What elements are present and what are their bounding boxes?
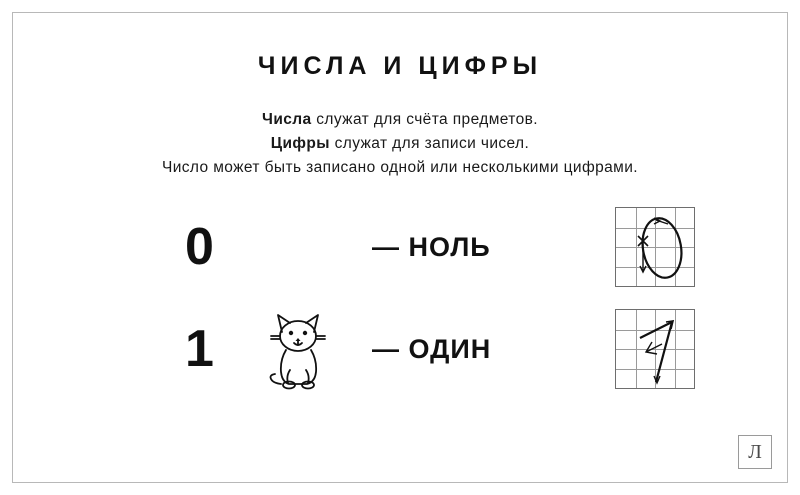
word-zero: НОЛЬ	[408, 231, 491, 262]
number-row-zero	[90, 196, 710, 298]
number-rows	[90, 196, 710, 400]
grid-cell-one	[600, 309, 710, 389]
intro-line-1-rest: служат для счёта предметов.	[311, 111, 538, 128]
intro-line-1	[0, 108, 800, 132]
handwriting-grid-one-icon	[615, 309, 695, 389]
intro-line-2-bold: Цифры	[270, 135, 330, 152]
intro-line-3: Число может быть записано одной или несколькими цифрами.	[161, 159, 639, 176]
handwriting-grid-zero-icon	[615, 207, 695, 287]
cat-illustration-icon	[240, 306, 360, 392]
digit-zero: 0	[185, 218, 214, 276]
intro-text	[0, 108, 800, 180]
digit-one: 1	[185, 320, 214, 378]
publisher-logo: Л	[738, 435, 772, 469]
grid-cell-zero	[600, 207, 710, 287]
intro-line-1-bold: Числа	[262, 111, 312, 128]
word-cell-zero	[360, 232, 600, 263]
intro-line-2	[0, 132, 800, 156]
digit-cell	[90, 218, 240, 276]
dash-zero: —	[372, 231, 400, 262]
word-cell-one	[360, 334, 600, 365]
digit-cell	[90, 320, 240, 378]
dash-one: —	[372, 333, 400, 364]
intro-line-2-rest: служат для записи чисел.	[329, 135, 530, 152]
page-title: ЧИСЛА И ЦИФРЫ	[257, 52, 543, 80]
number-row-one	[90, 298, 710, 400]
word-one: ОДИН	[408, 333, 492, 364]
